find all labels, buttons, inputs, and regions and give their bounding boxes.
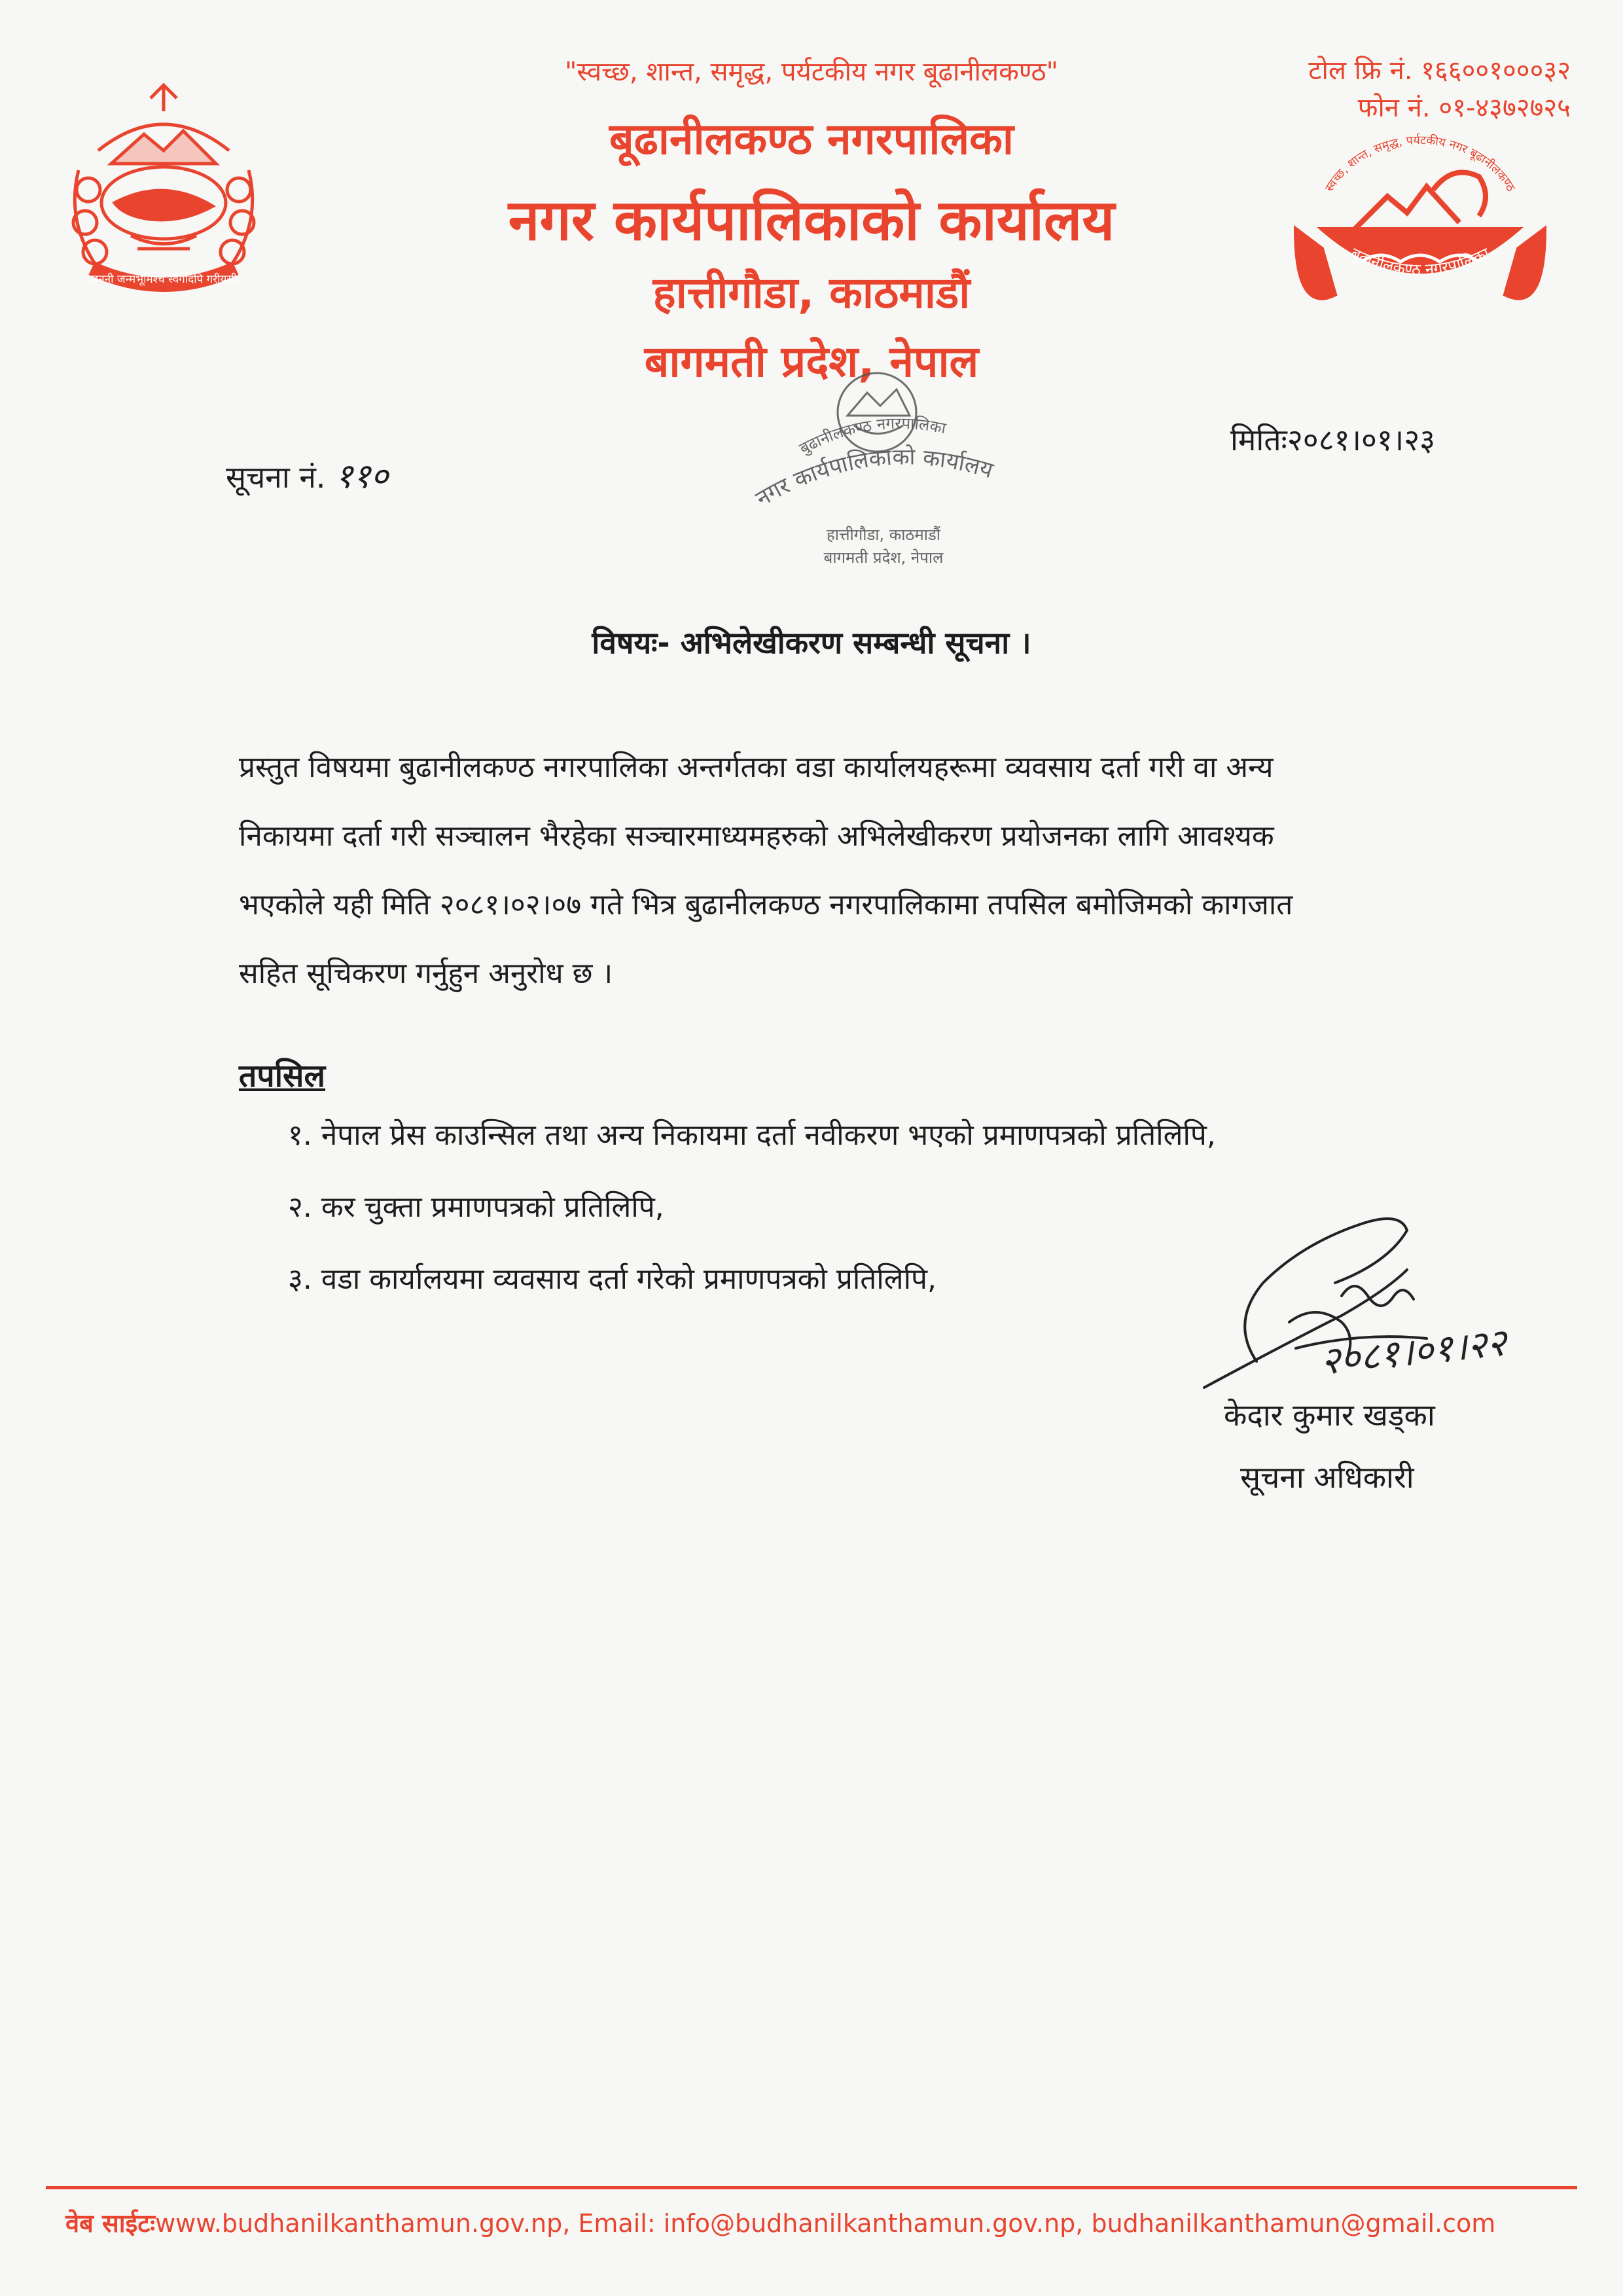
tapasil-heading: तपसिल	[239, 1058, 326, 1094]
footer-divider	[46, 2186, 1577, 2189]
list-item: ३. वडा कार्यालयमा व्यवसाय दर्ता गरेको प्रमाणपत्रको प्रतिलिपि,	[288, 1263, 936, 1296]
notice-date: मितिः२०८१।०१।२३	[1230, 422, 1436, 457]
municipality-logo-bottom-text: बूढानीलकण्ठ नगरपालिका	[1347, 243, 1493, 279]
svg-text:स्वच्छ, शान्त, समृद्ध, पर्यटकी	[1323, 133, 1518, 194]
notice-number-label: सूचना नं.	[226, 459, 326, 495]
stamp-line-1: बुढानीलकण्ठ नगरपालिका	[796, 414, 948, 458]
body-line: प्रस्तुत विषयमा बुढानीलकण्ठ नगरपालिका अन्तर्गतका वडा कार्यालयहरूमा व्यवसाय दर्ता गरी वा अन्य	[239, 751, 1274, 784]
office-stamp	[707, 353, 1034, 576]
notice-number	[226, 452, 388, 498]
signer-name: केदार कुमार खड्का	[1224, 1397, 1435, 1433]
header-slogan: "स्वच्छ, शान्त, समृद्ध, पर्यटकीय नगर बूढानीलकण्ठ"	[564, 57, 1059, 87]
footer-links: www.budhanilkanthamun.gov.np, Email: info@budhanilkanthamun.gov.np, budhanilkanthamun@gmail.com	[155, 2209, 1496, 2238]
stamp-line-4: बागमती प्रदेश, नेपाल	[823, 548, 944, 567]
municipality-logo	[1283, 118, 1558, 314]
list-item: १. नेपाल प्रेस काउन्सिल तथा अन्य निकायमा दर्ता नवीकरण भएको प्रमाणपत्रको प्रतिलिपि,	[288, 1119, 1216, 1152]
signature-date: २०८१।०१।२२	[1318, 1319, 1509, 1384]
body-line: भएकोले यही मिति २०८१।०२।०७ गते भित्र बुढानीलकण्ठ नगरपालिकामा तपसिल बमोजिमको कागजात	[239, 888, 1293, 922]
nepal-emblem-logo	[52, 72, 275, 308]
body-line: सहित सूचिकरण गर्नुहुन अनुरोध छ ।	[239, 957, 613, 990]
municipality-logo-ring-text: स्वच्छ, शान्त, समृद्ध, पर्यटकीय नगर बूढानीलकण्ठ	[1322, 133, 1518, 194]
notice-body	[239, 733, 1391, 1008]
handwritten-signature	[1191, 1191, 1544, 1401]
header-province: बागमती प्रदेश, नेपाल	[644, 336, 979, 387]
notice-number-value: ११०	[335, 457, 389, 496]
footer-contacts	[65, 2206, 1571, 2240]
header-municipality: बूढानीलकण्ठ नगरपालिका	[609, 114, 1014, 164]
nepal-emblem-motto: जननी जन्मभूमिश्च स्वर्गादपि गरीयसी	[90, 273, 238, 286]
header-office: नगर कार्यपालिकाको कार्यालय	[508, 188, 1115, 253]
stamp-line-2: नगर कार्यपालिकाको कार्यालय	[751, 444, 997, 512]
footer-label: वेब साईटः	[65, 2209, 156, 2238]
list-item: २. कर चुक्ता प्रमाणपत्रको प्रतिलिपि,	[288, 1191, 664, 1224]
header-location: हात्तीगौडा, काठमाडौं	[652, 268, 971, 318]
notice-subject: विषयः- अभिलेखीकरण सम्बन्धी सूचना ।	[592, 625, 1031, 660]
body-line: निकायमा दर्ता गरी सञ्चालन भैरहेका सञ्चारमाध्यमहरुको अभिलेखीकरण प्रयोजनका लागि आवश्यक	[239, 819, 1274, 853]
header-toll-free: टोल फ्रि नं. १६६००१०००३२	[1308, 56, 1571, 86]
stamp-line-3: हात्तीगौडा, काठमाडौं	[826, 526, 941, 544]
signer-title: सूचना अधिकारी	[1240, 1460, 1414, 1495]
header-phone: फोन नं. ०१-४३७२७२५	[1357, 93, 1571, 123]
svg-text:नगर कार्यपालिकाको कार्यालय	[751, 444, 997, 512]
